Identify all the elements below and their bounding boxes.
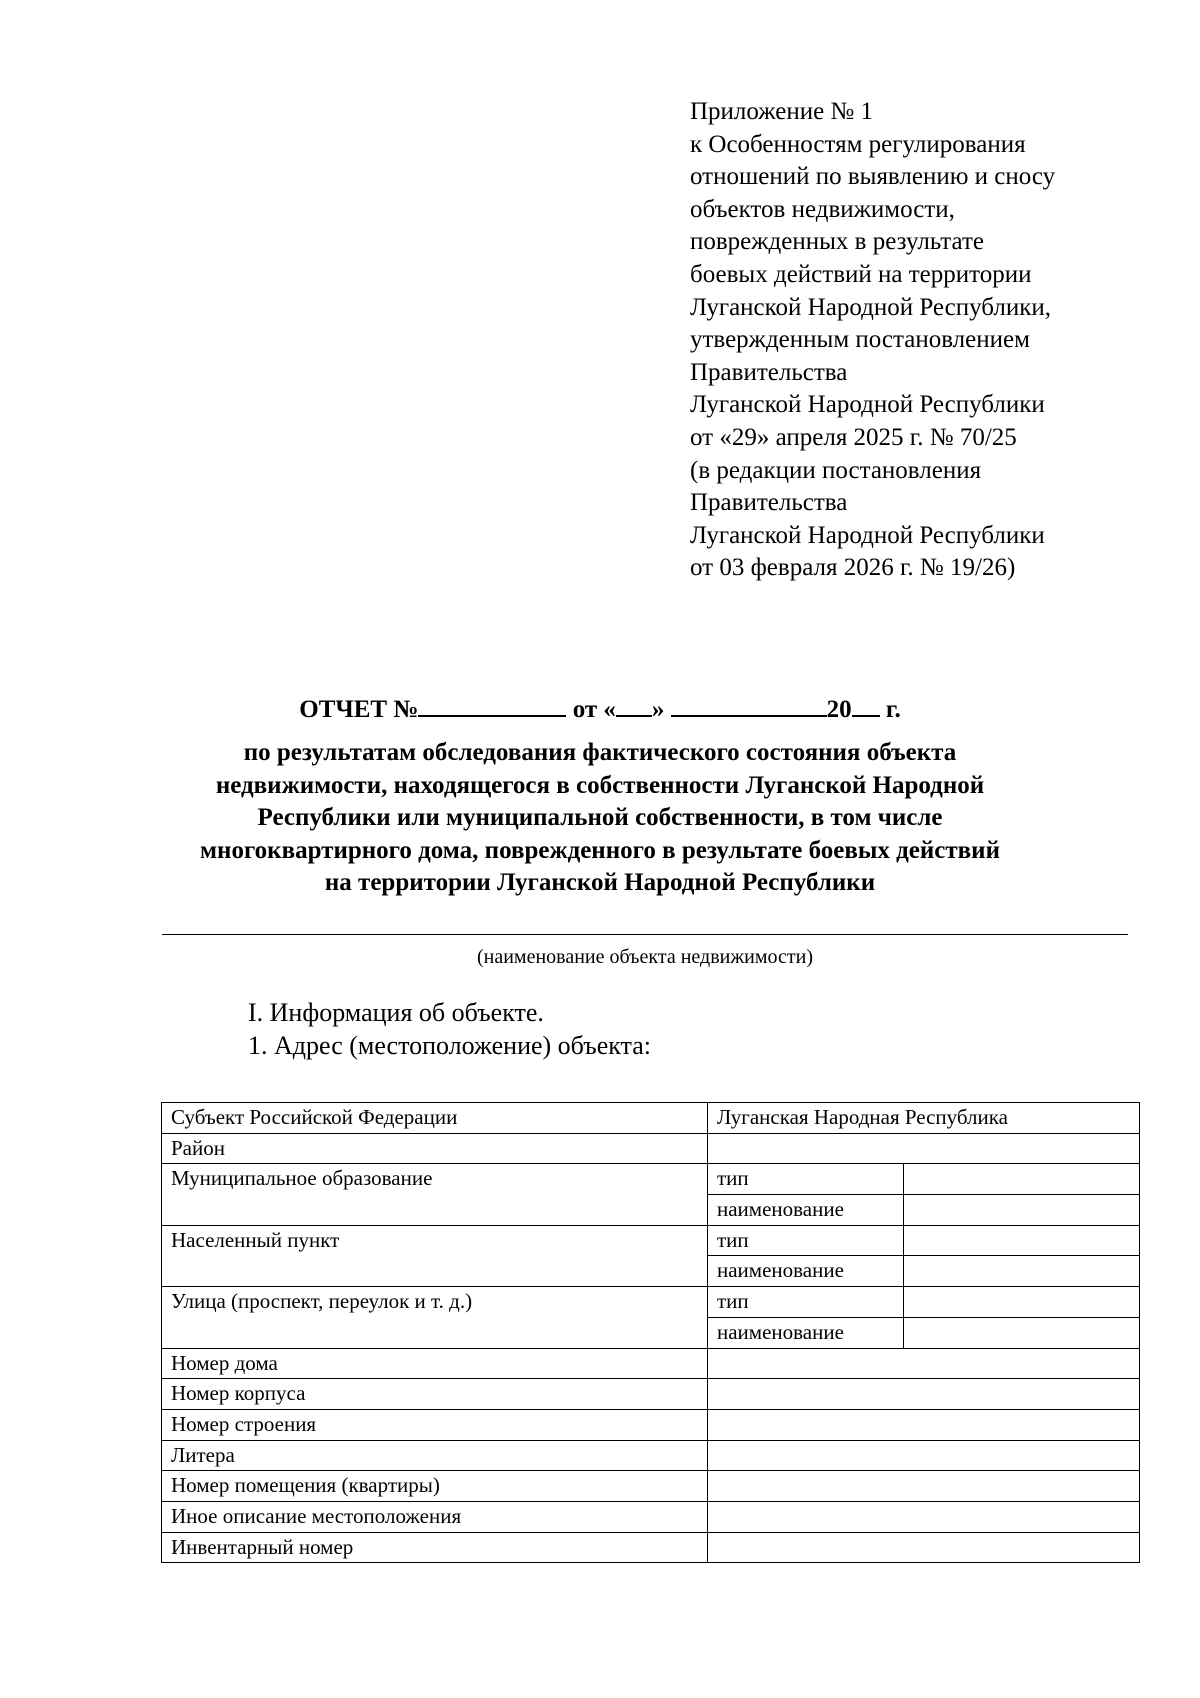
table-row [162, 1501, 1140, 1532]
litera-value-cell[interactable] [708, 1440, 1140, 1471]
report-title-quote-close: » [651, 696, 665, 723]
room-value-cell[interactable] [708, 1471, 1140, 1502]
object-name-line[interactable] [162, 934, 1128, 935]
municipality-type-label: тип [708, 1164, 904, 1195]
appendix-line: Луганской Народной Республики, [690, 293, 1051, 321]
appendix-line: Луганской Народной Республики [690, 391, 1045, 419]
settlement-name-label: наименование [708, 1256, 904, 1287]
street-type-label: тип [708, 1287, 904, 1318]
appendix-line: поврежденных в результате [690, 228, 985, 256]
section-subheading: 1. Адрес (местоположение) объекта: [248, 1031, 651, 1060]
report-number-blank[interactable] [418, 693, 566, 717]
other-location-label: Иное описание местоположения [162, 1501, 708, 1532]
appendix-line: (в редакции постановления [690, 456, 982, 484]
appendix-line: Приложение № 1 [690, 98, 874, 125]
street-label: Улица (проспект, переулок и т. д.) [162, 1287, 708, 1348]
subtitle-line: на территории Луганской Народной Республики [324, 869, 876, 896]
object-name-caption: (наименование объекта недвижимости) [476, 946, 814, 968]
house-label: Номер дома [162, 1348, 708, 1379]
settlement-label: Населенный пункт [162, 1225, 708, 1286]
appendix-line: к Особенностям регулирования [690, 130, 1026, 158]
building-label: Номер корпуса [162, 1379, 708, 1410]
table-row [162, 1440, 1140, 1471]
settlement-type-label: тип [708, 1225, 904, 1256]
appendix-line: отношений по выявлению и сносу [690, 163, 1056, 191]
inventory-value-cell[interactable] [708, 1532, 1140, 1563]
district-value-cell[interactable] [708, 1133, 1140, 1164]
table-row [162, 1225, 1140, 1256]
report-year-blank[interactable] [852, 693, 880, 717]
settlement-name-value-cell[interactable] [904, 1256, 1140, 1287]
settlement-type-value-cell[interactable] [904, 1225, 1140, 1256]
appendix-line: Луганской Народной Республики [690, 521, 1045, 549]
section-block [248, 996, 651, 1062]
table-row [162, 1409, 1140, 1440]
municipality-name-value-cell[interactable] [904, 1195, 1140, 1226]
report-title-from: от « [572, 696, 616, 723]
address-table [161, 1102, 1140, 1563]
appendix-block [690, 96, 1170, 585]
appendix-line: от 03 февраля 2026 г. № 19/26) [690, 554, 1016, 582]
district-label: Район [162, 1133, 708, 1164]
report-title-prefix: ОТЧЕТ № [299, 696, 419, 723]
municipality-name-label: наименование [708, 1195, 904, 1226]
room-label: Номер помещения (квартиры) [162, 1471, 708, 1502]
table-row [162, 1379, 1140, 1410]
report-year-suffix: г. [885, 696, 901, 723]
subject-label: Субъект Российской Федерации [162, 1103, 708, 1134]
table-row [162, 1164, 1140, 1195]
appendix-line: Правительства [690, 489, 848, 517]
report-title [0, 693, 1200, 726]
appendix-line: утвержденным постановлением [690, 326, 1030, 354]
table-row [162, 1133, 1140, 1164]
inventory-label: Инвентарный номер [162, 1532, 708, 1563]
report-day-blank[interactable] [616, 693, 652, 717]
report-month-blank[interactable] [671, 693, 827, 717]
subtitle-line: недвижимости, находящегося в собственности Луганской Народной [215, 771, 985, 799]
report-year-prefix: 20 [826, 696, 852, 723]
appendix-line: Правительства [690, 358, 848, 386]
other-location-value-cell[interactable] [708, 1501, 1140, 1532]
street-name-value-cell[interactable] [904, 1317, 1140, 1348]
appendix-line: объектов недвижимости, [690, 195, 955, 223]
section-heading: I. Информация об объекте. [248, 998, 544, 1027]
house-value-cell[interactable] [708, 1348, 1140, 1379]
building-value-cell[interactable] [708, 1379, 1140, 1410]
subtitle-line: Республики или муниципальной собственности, в том числе [257, 804, 943, 831]
table-row [162, 1287, 1140, 1318]
municipality-type-value-cell[interactable] [904, 1164, 1140, 1195]
subject-value: Луганская Народная Республика [708, 1103, 1140, 1134]
street-type-value-cell[interactable] [904, 1287, 1140, 1318]
table-row [162, 1532, 1140, 1563]
municipality-label: Муниципальное образование [162, 1164, 708, 1225]
table-row [162, 1348, 1140, 1379]
subtitle-line: многоквартирного дома, поврежденного в результате боевых действий [200, 836, 1000, 864]
appendix-line: от «29» апреля 2025 г. № 70/25 [690, 423, 1017, 451]
street-name-label: наименование [708, 1317, 904, 1348]
structure-value-cell[interactable] [708, 1409, 1140, 1440]
structure-label: Номер строения [162, 1409, 708, 1440]
subtitle-line: по результатам обследования фактического состояния объекта [243, 739, 957, 766]
litera-label: Литера [162, 1440, 708, 1471]
table-row [162, 1103, 1140, 1134]
table-row [162, 1471, 1140, 1502]
appendix-line: боевых действий на территории [690, 260, 1032, 288]
report-subtitle [100, 737, 1100, 900]
